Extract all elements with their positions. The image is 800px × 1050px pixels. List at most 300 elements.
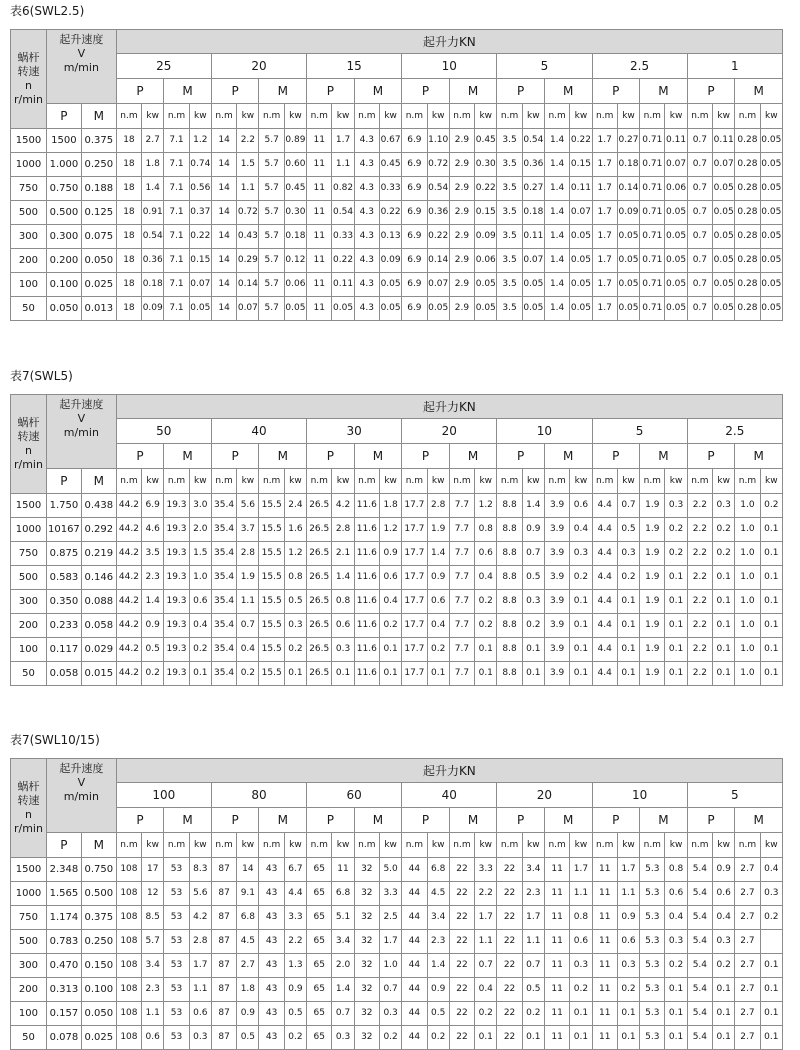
unit-nm: n.m	[211, 833, 236, 858]
value-cell: 3.4	[427, 906, 449, 930]
value-cell: 5.3	[640, 906, 665, 930]
m-header: M	[640, 444, 688, 469]
speed-rpm-header: 蜗杆 转速 n r/min	[11, 759, 47, 858]
value-cell: 44.2	[116, 662, 141, 686]
value-cell: 32	[354, 930, 379, 954]
value-cell: 0.05	[760, 249, 782, 273]
m-header: M	[544, 808, 592, 833]
force-value: 10	[402, 54, 497, 79]
force-value: 5	[497, 54, 592, 79]
value-cell: 0.05	[760, 129, 782, 153]
value-cell: 2.2	[687, 494, 712, 518]
value-cell: 0.4	[237, 638, 259, 662]
value-cell: 18	[116, 201, 141, 225]
value-cell: 2.5	[380, 906, 402, 930]
value-cell: 3.4	[142, 954, 164, 978]
value-cell: 3.5	[497, 177, 522, 201]
value-cell: 44.2	[116, 566, 141, 590]
unit-kw: kw	[760, 833, 782, 858]
value-cell: 3.5	[497, 297, 522, 321]
value-cell: 0.07	[713, 153, 735, 177]
value-cell: 15.5	[259, 590, 284, 614]
value-cell: 0.1	[760, 662, 782, 686]
value-cell: 11	[307, 177, 332, 201]
spec-table-swl2-5	[10, 29, 783, 321]
value-cell: 1.7	[592, 129, 617, 153]
value-cell: 0.1	[617, 1026, 639, 1050]
value-cell: 7.7	[449, 494, 474, 518]
value-cell: 0.9	[522, 518, 544, 542]
value-cell: 1.7	[522, 906, 544, 930]
value-cell: 0.36	[522, 153, 544, 177]
unit-row	[11, 833, 783, 858]
value-cell: 6.9	[402, 225, 427, 249]
value-cell: 0.56	[189, 177, 211, 201]
value-cell: 19.3	[164, 518, 189, 542]
value-cell: 11	[544, 906, 569, 930]
value-cell: 2.9	[449, 129, 474, 153]
value-cell: 3.9	[544, 494, 569, 518]
spec-table-swl10-15	[10, 758, 783, 1050]
value-cell: 0.2	[380, 1026, 402, 1050]
unit-row	[11, 469, 783, 494]
header-row	[11, 759, 783, 783]
velocity-m-cell: 0.029	[81, 638, 116, 662]
velocity-m-cell: 0.219	[81, 542, 116, 566]
value-cell: 11	[544, 930, 569, 954]
unit-nm: n.m	[354, 104, 379, 129]
p-header: P	[402, 808, 450, 833]
unit-nm: n.m	[164, 469, 189, 494]
value-cell: 5.4	[687, 1002, 712, 1026]
value-cell: 3.7	[237, 518, 259, 542]
value-cell: 5.7	[259, 297, 284, 321]
velocity-p-header: P	[46, 104, 81, 129]
value-cell: 0.1	[617, 638, 639, 662]
value-cell: 0.7	[237, 614, 259, 638]
value-cell: 11	[544, 954, 569, 978]
velocity-m-cell: 0.750	[81, 858, 116, 882]
value-cell: 0.8	[665, 858, 687, 882]
value-cell: 0.54	[522, 129, 544, 153]
value-cell: 0.4	[427, 614, 449, 638]
value-cell: 11	[544, 882, 569, 906]
value-cell: 17	[142, 858, 164, 882]
value-cell: 87	[211, 906, 236, 930]
unit-kw: kw	[237, 104, 259, 129]
value-cell: 17.7	[402, 494, 427, 518]
rpm-cell: 50	[11, 1026, 47, 1050]
value-cell: 0.05	[380, 297, 402, 321]
value-cell: 0.45	[475, 129, 497, 153]
value-cell: 0.28	[735, 129, 760, 153]
value-cell: 1.1	[570, 882, 592, 906]
value-cell: 0.71	[640, 273, 665, 297]
rpm-cell: 100	[11, 1002, 47, 1026]
value-cell: 26.5	[307, 614, 332, 638]
rpm-cell: 300	[11, 590, 47, 614]
value-cell: 0.2	[284, 638, 306, 662]
value-cell: 2.3	[427, 930, 449, 954]
value-cell: 0.1	[713, 614, 735, 638]
value-cell: 108	[116, 1026, 141, 1050]
value-cell: 0.14	[237, 273, 259, 297]
lift-force-header: 起升力KN	[116, 30, 782, 54]
value-cell: 0.1	[617, 662, 639, 686]
velocity-p-cell: 0.500	[46, 201, 81, 225]
value-cell: 1.1	[142, 1002, 164, 1026]
value-cell: 1.2	[284, 542, 306, 566]
velocity-p-cell: 0.783	[46, 930, 81, 954]
velocity-m-header: M	[81, 833, 116, 858]
value-cell: 1.7	[332, 129, 354, 153]
velocity-p-cell: 1500	[46, 129, 81, 153]
value-cell: 5.3	[640, 954, 665, 978]
value-cell: 0.1	[665, 1002, 687, 1026]
pm-row	[11, 444, 783, 469]
value-cell: 0.71	[640, 153, 665, 177]
value-cell: 0.28	[735, 153, 760, 177]
value-cell: 0.7	[475, 954, 497, 978]
value-cell: 2.8	[237, 542, 259, 566]
value-cell: 0.28	[735, 225, 760, 249]
value-cell	[760, 930, 782, 954]
value-cell: 0.3	[617, 954, 639, 978]
value-cell: 2.3	[522, 882, 544, 906]
unit-kw: kw	[570, 469, 592, 494]
unit-nm: n.m	[544, 104, 569, 129]
value-cell: 43	[259, 906, 284, 930]
value-cell: 0.5	[427, 1002, 449, 1026]
value-cell: 43	[259, 1026, 284, 1050]
value-cell: 15.5	[259, 494, 284, 518]
table-caption: 表7(SWL5)	[10, 369, 73, 383]
speed-rpm-header: 蜗杆 转速 n r/min	[11, 30, 47, 129]
value-cell: 0.7	[522, 954, 544, 978]
value-cell: 7.7	[449, 614, 474, 638]
value-cell: 0.1	[475, 638, 497, 662]
value-cell: 108	[116, 978, 141, 1002]
value-cell: 0.22	[189, 225, 211, 249]
value-cell: 18	[116, 129, 141, 153]
value-cell: 11	[544, 978, 569, 1002]
value-cell: 1.4	[332, 978, 354, 1002]
value-cell: 12	[142, 882, 164, 906]
table-row	[11, 297, 783, 321]
value-cell: 0.05	[713, 249, 735, 273]
value-cell: 0.1	[522, 1026, 544, 1050]
value-cell: 11	[332, 858, 354, 882]
value-cell: 2.7	[735, 954, 760, 978]
value-cell: 1.1	[332, 153, 354, 177]
value-cell: 0.2	[284, 1026, 306, 1050]
speed-rpm-header: 蜗杆 转速 n r/min	[11, 395, 47, 494]
value-cell: 35.4	[211, 566, 236, 590]
m-header: M	[640, 79, 688, 104]
table-caption: 表7(SWL10/15)	[10, 733, 100, 747]
value-cell: 0.1	[617, 1002, 639, 1026]
value-cell: 0.71	[640, 177, 665, 201]
value-cell: 22	[497, 1002, 522, 1026]
value-cell: 19.3	[164, 662, 189, 686]
unit-kw: kw	[522, 469, 544, 494]
velocity-m-cell: 0.058	[81, 614, 116, 638]
value-cell: 6.7	[284, 858, 306, 882]
force-value: 20	[497, 783, 592, 808]
velocity-m-cell: 0.125	[81, 201, 116, 225]
velocity-m-cell: 0.013	[81, 297, 116, 321]
value-cell: 53	[164, 930, 189, 954]
value-cell: 19.3	[164, 566, 189, 590]
value-cell: 1.7	[592, 201, 617, 225]
value-cell: 2.9	[449, 273, 474, 297]
value-cell: 1.8	[380, 494, 402, 518]
value-cell: 1.7	[617, 858, 639, 882]
value-cell: 35.4	[211, 662, 236, 686]
value-cell: 4.5	[427, 882, 449, 906]
value-cell: 0.05	[665, 273, 687, 297]
value-cell: 4.5	[237, 930, 259, 954]
value-cell: 0.1	[665, 590, 687, 614]
table-row	[11, 638, 783, 662]
value-cell: 26.5	[307, 542, 332, 566]
value-cell: 0.15	[189, 249, 211, 273]
value-cell: 35.4	[211, 542, 236, 566]
rpm-cell: 300	[11, 225, 47, 249]
value-cell: 0.4	[713, 906, 735, 930]
value-cell: 0.2	[380, 614, 402, 638]
unit-nm: n.m	[735, 104, 760, 129]
value-cell: 3.4	[522, 858, 544, 882]
value-cell: 0.05	[284, 297, 306, 321]
value-cell: 0.6	[617, 930, 639, 954]
value-cell: 0.05	[665, 249, 687, 273]
table-row	[11, 954, 783, 978]
value-cell: 1.1	[237, 177, 259, 201]
value-cell: 0.1	[570, 662, 592, 686]
value-cell: 5.7	[259, 177, 284, 201]
value-cell: 1.0	[735, 662, 760, 686]
value-cell: 1.9	[640, 518, 665, 542]
unit-kw: kw	[760, 469, 782, 494]
value-cell: 0.2	[665, 954, 687, 978]
force-value: 25	[116, 54, 211, 79]
value-cell: 22	[497, 978, 522, 1002]
value-cell: 0.05	[475, 273, 497, 297]
value-cell: 5.4	[687, 1026, 712, 1050]
m-header: M	[259, 808, 307, 833]
value-cell: 0.43	[237, 225, 259, 249]
value-cell: 108	[116, 1002, 141, 1026]
p-header: P	[402, 79, 450, 104]
value-cell: 4.3	[354, 177, 379, 201]
value-cell: 22	[449, 882, 474, 906]
value-cell: 0.7	[687, 273, 712, 297]
value-cell: 0.1	[760, 590, 782, 614]
value-cell: 11	[307, 201, 332, 225]
value-cell: 4.6	[142, 518, 164, 542]
value-cell: 19.3	[164, 494, 189, 518]
value-cell: 0.18	[142, 273, 164, 297]
value-cell: 0.1	[617, 614, 639, 638]
value-cell: 7.7	[449, 566, 474, 590]
value-cell: 0.54	[332, 201, 354, 225]
m-header: M	[259, 79, 307, 104]
unit-nm: n.m	[116, 104, 141, 129]
value-cell: 0.4	[475, 978, 497, 1002]
force-value: 40	[211, 419, 306, 444]
value-cell: 11	[592, 858, 617, 882]
value-cell: 11	[544, 1002, 569, 1026]
value-cell: 18	[116, 273, 141, 297]
value-cell: 0.6	[189, 590, 211, 614]
value-cell: 0.3	[332, 1026, 354, 1050]
value-cell: 1.9	[640, 590, 665, 614]
rpm-cell: 500	[11, 930, 47, 954]
velocity-m-cell: 0.500	[81, 882, 116, 906]
unit-kw: kw	[189, 833, 211, 858]
value-cell: 0.3	[617, 542, 639, 566]
value-cell: 0.1	[665, 614, 687, 638]
value-cell: 0.1	[665, 978, 687, 1002]
velocity-p-cell: 0.300	[46, 225, 81, 249]
velocity-p-cell: 0.583	[46, 566, 81, 590]
value-cell: 0.1	[713, 1026, 735, 1050]
value-cell: 7.7	[449, 590, 474, 614]
unit-nm: n.m	[259, 833, 284, 858]
value-cell: 2.7	[735, 882, 760, 906]
rpm-cell: 100	[11, 638, 47, 662]
value-cell: 5.4	[687, 978, 712, 1002]
value-cell: 11.6	[354, 542, 379, 566]
value-cell: 7.7	[449, 638, 474, 662]
value-cell: 0.1	[665, 1026, 687, 1050]
value-cell: 14	[211, 225, 236, 249]
unit-kw: kw	[237, 833, 259, 858]
velocity-p-cell: 0.200	[46, 249, 81, 273]
p-header: P	[211, 808, 259, 833]
value-cell: 0.09	[475, 225, 497, 249]
value-cell: 1.9	[640, 494, 665, 518]
unit-kw: kw	[713, 833, 735, 858]
value-cell: 14	[211, 249, 236, 273]
velocity-p-cell: 0.100	[46, 273, 81, 297]
p-header: P	[116, 79, 164, 104]
rpm-cell: 50	[11, 297, 47, 321]
force-value: 20	[211, 54, 306, 79]
value-cell: 2.8	[332, 518, 354, 542]
value-cell: 1.1	[475, 930, 497, 954]
unit-kw: kw	[713, 469, 735, 494]
value-cell: 0.1	[522, 638, 544, 662]
value-cell: 0.9	[617, 906, 639, 930]
value-cell: 0.09	[142, 297, 164, 321]
table-row	[11, 129, 783, 153]
rpm-cell: 750	[11, 906, 47, 930]
value-cell: 19.3	[164, 542, 189, 566]
unit-kw: kw	[380, 469, 402, 494]
value-cell: 19.3	[164, 590, 189, 614]
value-cell: 2.8	[427, 494, 449, 518]
value-cell: 1.9	[640, 638, 665, 662]
value-cell: 65	[307, 930, 332, 954]
value-cell: 0.1	[713, 590, 735, 614]
value-cell: 2.3	[142, 978, 164, 1002]
value-cell: 0.05	[522, 273, 544, 297]
value-cell: 87	[211, 858, 236, 882]
value-cell: 11	[592, 930, 617, 954]
value-cell: 1.4	[544, 201, 569, 225]
unit-nm: n.m	[449, 469, 474, 494]
value-cell: 5.7	[259, 225, 284, 249]
value-cell: 0.9	[427, 566, 449, 590]
value-cell: 0.1	[760, 566, 782, 590]
unit-nm: n.m	[735, 469, 760, 494]
value-cell: 0.3	[665, 930, 687, 954]
value-cell: 44	[402, 1026, 427, 1050]
value-cell: 0.36	[427, 201, 449, 225]
value-cell: 0.4	[475, 566, 497, 590]
value-cell: 22	[497, 906, 522, 930]
value-cell: 6.9	[402, 177, 427, 201]
value-cell: 22	[449, 954, 474, 978]
table-row	[11, 542, 783, 566]
rpm-cell: 750	[11, 177, 47, 201]
value-cell: 22	[497, 930, 522, 954]
p-header: P	[497, 808, 545, 833]
value-cell: 44.2	[116, 638, 141, 662]
value-cell: 2.2	[475, 882, 497, 906]
value-cell: 18	[116, 177, 141, 201]
value-cell: 1.7	[592, 297, 617, 321]
value-cell: 15.5	[259, 638, 284, 662]
value-cell: 2.2	[687, 566, 712, 590]
p-header: P	[402, 444, 450, 469]
value-cell: 65	[307, 906, 332, 930]
value-cell: 0.3	[665, 494, 687, 518]
value-cell: 11	[307, 297, 332, 321]
value-cell: 2.9	[449, 201, 474, 225]
value-cell: 0.8	[284, 566, 306, 590]
value-cell: 15.5	[259, 566, 284, 590]
value-cell: 32	[354, 1002, 379, 1026]
velocity-m-header: M	[81, 104, 116, 129]
value-cell: 11.6	[354, 566, 379, 590]
table-row	[11, 906, 783, 930]
value-cell: 1.1	[522, 930, 544, 954]
value-cell: 0.1	[617, 590, 639, 614]
unit-nm: n.m	[592, 833, 617, 858]
value-cell: 3.5	[497, 201, 522, 225]
value-cell: 5.7	[142, 930, 164, 954]
value-cell: 0.07	[522, 249, 544, 273]
unit-kw: kw	[189, 469, 211, 494]
value-cell: 1.7	[475, 906, 497, 930]
value-cell: 43	[259, 1002, 284, 1026]
value-cell: 0.11	[522, 225, 544, 249]
unit-nm: n.m	[640, 469, 665, 494]
velocity-p-cell: 0.875	[46, 542, 81, 566]
value-cell: 1.7	[592, 153, 617, 177]
value-cell: 1.0	[189, 566, 211, 590]
value-cell: 0.05	[427, 297, 449, 321]
value-cell: 0.1	[570, 590, 592, 614]
rpm-cell: 500	[11, 201, 47, 225]
value-cell: 0.11	[665, 129, 687, 153]
value-cell: 1.5	[189, 542, 211, 566]
value-cell: 0.54	[142, 225, 164, 249]
value-cell: 0.3	[380, 1002, 402, 1026]
